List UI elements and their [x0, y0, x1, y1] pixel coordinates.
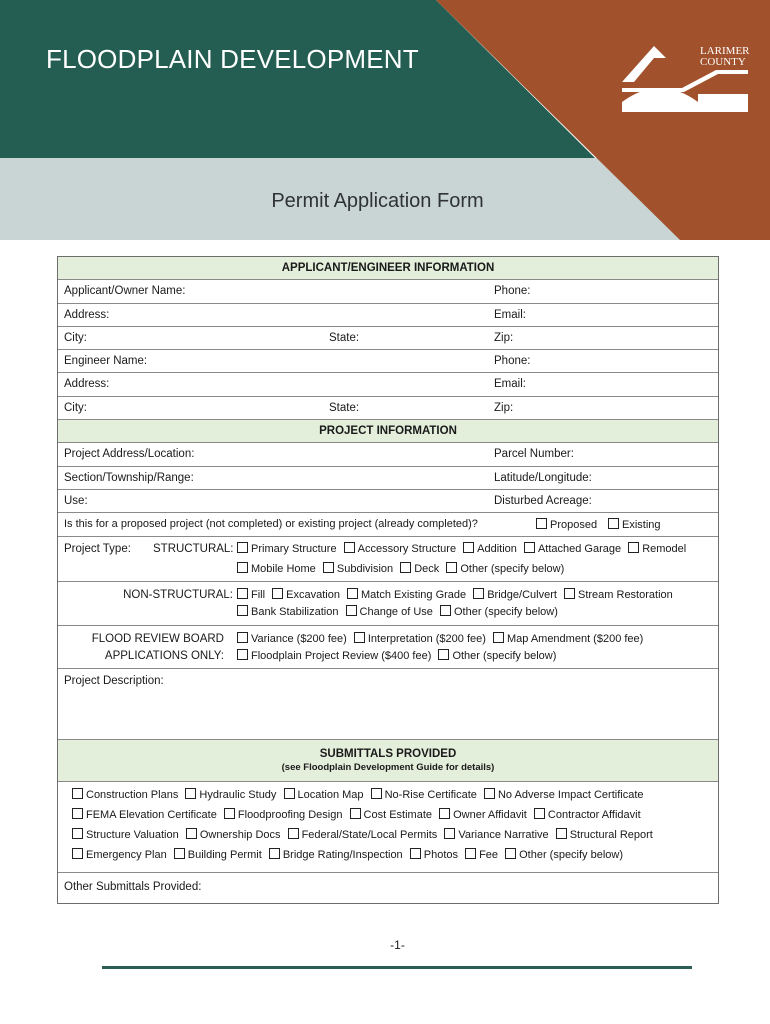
project-section-heading: PROJECT INFORMATION — [58, 420, 718, 443]
bridge-culvert-option[interactable] — [473, 587, 557, 603]
flood-review-row-1 — [237, 631, 647, 647]
addition-label: Addition — [477, 542, 517, 555]
existing-option[interactable] — [608, 517, 661, 533]
remodel-label: Remodel — [642, 542, 687, 555]
submittals-row-2 — [72, 807, 645, 823]
section-township-range-label: Section/Township/Range: — [64, 471, 194, 484]
submittal-label: FEMA Elevation Certificate — [86, 808, 217, 821]
flood-review-label-1: FLOOD REVIEW BOARD — [91, 632, 224, 645]
subdivision-option[interactable] — [323, 561, 393, 577]
submittal-option[interactable] — [410, 847, 458, 863]
bank-stabilization-label: Bank Stabilization — [251, 605, 339, 618]
attached-garage-option[interactable] — [524, 541, 621, 557]
mobile-home-label: Mobile Home — [251, 562, 316, 575]
change-of-use-option[interactable] — [346, 604, 433, 620]
section-township-row[interactable] — [58, 467, 718, 490]
match-existing-grade-option[interactable] — [347, 587, 466, 603]
structural-row-2 — [237, 561, 568, 577]
applicant-city-label: City: — [64, 331, 87, 344]
submittal-option[interactable] — [444, 827, 548, 843]
stream-restoration-checkbox[interactable] — [564, 588, 575, 599]
submittals-checklist — [58, 782, 718, 873]
applicant-phone-label: Phone: — [494, 285, 531, 298]
submittal-label: Structure Valuation — [86, 828, 179, 841]
variance-option[interactable] — [237, 631, 347, 647]
structural-label: STRUCTURAL: — [153, 542, 234, 555]
fill-label: Fill — [251, 588, 266, 601]
submittal-label: Structural Report — [569, 828, 653, 841]
submittal-label: Construction Plans — [86, 788, 179, 801]
engineer-email-label: Email: — [494, 378, 526, 391]
flood-review-other-label: Other (specify below) — [452, 649, 557, 662]
submittal-label: Emergency Plan — [86, 848, 167, 861]
submittal-checkbox[interactable] — [185, 788, 196, 799]
nonstructural-row-2 — [237, 604, 562, 620]
applicant-section-heading: APPLICANT/ENGINEER INFORMATION — [58, 257, 718, 280]
remodel-checkbox[interactable] — [628, 542, 639, 553]
use-row[interactable] — [58, 490, 718, 513]
submittal-checkbox[interactable] — [288, 828, 299, 839]
submittal-checkbox[interactable] — [284, 788, 295, 799]
engineer-city-label: City: — [64, 401, 87, 414]
submittal-checkbox[interactable] — [371, 788, 382, 799]
submittal-option[interactable] — [371, 787, 477, 803]
project-type-label: Project Type: — [64, 542, 131, 555]
submittal-label: Bridge Rating/Inspection — [282, 848, 403, 861]
excavation-option[interactable] — [272, 587, 340, 603]
submittal-label: Federal/State/Local Permits — [301, 828, 438, 841]
parcel-number-label: Parcel Number: — [494, 448, 574, 461]
submittal-label: Cost Estimate — [363, 808, 433, 821]
submittal-option[interactable] — [72, 847, 167, 863]
submittal-label: No Adverse Impact Certificate — [497, 788, 644, 801]
submittal-checkbox[interactable] — [269, 848, 280, 859]
fill-checkbox[interactable] — [237, 588, 248, 599]
project-address-label: Project Address/Location: — [64, 448, 195, 461]
other-submittals-field[interactable] — [58, 873, 718, 903]
submittal-option[interactable] — [465, 847, 498, 863]
page-number: -1- — [390, 938, 405, 952]
footer-divider — [102, 966, 692, 969]
addition-option[interactable] — [463, 541, 517, 557]
flood-review-row-2 — [237, 648, 560, 664]
excavation-label: Excavation — [286, 588, 340, 601]
structural-row-1 — [237, 541, 690, 557]
interpretation-option[interactable] — [354, 631, 486, 647]
nonstructural-row-1 — [237, 587, 677, 603]
applicant-address-row[interactable] — [58, 304, 718, 327]
submittal-checkbox[interactable] — [444, 828, 455, 839]
submittal-option[interactable] — [72, 787, 178, 803]
floodplain-project-review-option[interactable] — [237, 648, 431, 664]
bank-stabilization-option[interactable] — [237, 604, 338, 620]
engineer-city-row[interactable] — [58, 397, 718, 420]
submittal-label: Fee — [479, 848, 499, 861]
attached-garage-label: Attached Garage — [537, 542, 622, 555]
flood-review-block — [58, 626, 718, 669]
floodplain-project-review-label: Floodplain Project Review ($400 fee) — [251, 649, 432, 662]
submittal-checkbox[interactable] — [439, 808, 450, 819]
bridge-culvert-checkbox[interactable] — [473, 588, 484, 599]
existing-checkbox[interactable] — [608, 518, 619, 529]
applicant-email-label: Email: — [494, 308, 526, 321]
proposed-existing-row — [58, 513, 718, 536]
submittal-label: Location Map — [297, 788, 364, 801]
logo-wordmark — [700, 46, 750, 68]
latitude-longitude-label: Latitude/Longitude: — [494, 471, 592, 484]
submittal-checkbox[interactable] — [465, 848, 476, 859]
primary-structure-checkbox[interactable] — [237, 542, 248, 553]
submittal-label: Variance Narrative — [458, 828, 549, 841]
existing-label: Existing — [622, 519, 661, 532]
change-of-use-label: Change of Use — [359, 605, 433, 618]
deck-option[interactable] — [400, 561, 439, 577]
submittal-checkbox[interactable] — [174, 848, 185, 859]
proposed-checkbox[interactable] — [536, 518, 547, 529]
nonstructural-other-checkbox[interactable] — [440, 605, 451, 616]
disturbed-acreage-label: Disturbed Acreage: — [494, 494, 592, 507]
flood-review-other-checkbox[interactable] — [438, 649, 449, 660]
bridge-culvert-label: Bridge/Culvert — [487, 588, 557, 601]
form-subtitle: Permit Application Form — [271, 190, 484, 212]
submittal-checkbox[interactable] — [350, 808, 361, 819]
submittal-checkbox[interactable] — [224, 808, 235, 819]
submittal-option[interactable] — [350, 807, 432, 823]
proposed-question: Is this for a proposed project (not completed) or existing project (already completed)? — [64, 518, 478, 531]
applicant-state-label: State: — [329, 331, 360, 344]
bank-stabilization-checkbox[interactable] — [237, 605, 248, 616]
submittal-label: Contractor Affidavit — [547, 808, 641, 821]
stream-restoration-option[interactable] — [564, 587, 673, 603]
logo-word-1: LARIMER — [700, 45, 750, 57]
interpretation-checkbox[interactable] — [354, 632, 365, 643]
submittal-checkbox[interactable] — [186, 828, 197, 839]
submittal-option[interactable] — [185, 787, 276, 803]
proposed-label: Proposed — [550, 519, 598, 532]
subdivision-checkbox[interactable] — [323, 562, 334, 573]
subdivision-label: Subdivision — [336, 562, 394, 575]
deck-checkbox[interactable] — [400, 562, 411, 573]
engineer-name-label: Engineer Name: — [64, 355, 148, 368]
match-existing-grade-label: Match Existing Grade — [361, 588, 467, 601]
submittal-checkbox[interactable] — [72, 808, 83, 819]
submittal-option[interactable] — [284, 787, 364, 803]
map-amendment-option[interactable] — [493, 631, 643, 647]
submittal-checkbox[interactable] — [556, 828, 567, 839]
mobile-home-option[interactable] — [237, 561, 316, 577]
submittals-row-1 — [72, 787, 648, 803]
other-submittals-label: Other Submittals Provided: — [64, 880, 202, 893]
remodel-option[interactable] — [628, 541, 686, 557]
floodplain-project-review-checkbox[interactable] — [237, 649, 248, 660]
engineer-zip-label: Zip: — [494, 401, 514, 414]
engineer-address-label: Address: — [64, 378, 110, 391]
applicant-city-row[interactable] — [58, 327, 718, 350]
addition-checkbox[interactable] — [463, 542, 474, 553]
primary-structure-label: Primary Structure — [251, 542, 337, 555]
submittal-checkbox[interactable] — [484, 788, 495, 799]
engineer-address-row[interactable] — [58, 373, 718, 396]
submittal-option[interactable] — [439, 807, 527, 823]
submittal-label: Photos — [423, 848, 458, 861]
engineer-phone-label: Phone: — [494, 355, 531, 368]
submittal-option[interactable] — [556, 827, 653, 843]
submittal-checkbox[interactable] — [72, 788, 83, 799]
submittal-label: Floodproofing Design — [237, 808, 343, 821]
submittals-heading: SUBMITTALS PROVIDED — [319, 747, 457, 760]
accessory-structure-label: Accessory Structure — [357, 542, 457, 555]
structural-other-label: Other (specify below) — [460, 562, 565, 575]
submittals-row-4 — [72, 847, 627, 863]
nonstructural-label: NON-STRUCTURAL: — [123, 588, 233, 601]
project-description-field[interactable] — [58, 669, 718, 740]
submittal-option[interactable] — [534, 807, 641, 823]
applicant-name-row[interactable] — [58, 280, 718, 303]
attached-garage-checkbox[interactable] — [524, 542, 535, 553]
structural-other-option[interactable] — [446, 561, 564, 577]
map-amendment-checkbox[interactable] — [493, 632, 504, 643]
proposed-option[interactable] — [536, 517, 597, 533]
variance-checkbox[interactable] — [237, 632, 248, 643]
submittal-option[interactable] — [72, 827, 179, 843]
submittals-subheading: (see Floodplain Development Guide for details) — [281, 761, 495, 773]
applicant-name-label: Applicant/Owner Name: — [64, 285, 186, 298]
primary-structure-option[interactable] — [237, 541, 337, 557]
accessory-structure-option[interactable] — [344, 541, 456, 557]
structural-other-checkbox[interactable] — [446, 562, 457, 573]
submittals-section-heading — [58, 740, 718, 782]
flood-review-label-2: APPLICATIONS ONLY: — [104, 649, 224, 662]
stream-restoration-label: Stream Restoration — [577, 588, 673, 601]
permit-form — [57, 256, 719, 904]
submittal-checkbox[interactable] — [72, 828, 83, 839]
submittal-checkbox[interactable] — [410, 848, 421, 859]
submittal-label: Hydraulic Study — [199, 788, 277, 801]
submittal-label: No-Rise Certificate — [384, 788, 477, 801]
project-address-row[interactable] — [58, 443, 718, 466]
submittal-option[interactable] — [174, 847, 262, 863]
submittal-checkbox[interactable] — [505, 848, 516, 859]
applicant-zip-label: Zip: — [494, 331, 514, 344]
use-label: Use: — [64, 494, 88, 507]
match-existing-grade-checkbox[interactable] — [347, 588, 358, 599]
submittal-option[interactable] — [505, 847, 623, 863]
mobile-home-checkbox[interactable] — [237, 562, 248, 573]
change-of-use-checkbox[interactable] — [346, 605, 357, 616]
submittal-checkbox[interactable] — [72, 848, 83, 859]
interpretation-label: Interpretation ($200 fee) — [367, 632, 486, 645]
submittal-option[interactable] — [288, 827, 438, 843]
submittal-option[interactable] — [224, 807, 343, 823]
submittals-row-3 — [72, 827, 657, 843]
submittal-label: Ownership Docs — [199, 828, 281, 841]
nonstructural-other-option[interactable] — [440, 604, 558, 620]
submittal-option[interactable] — [484, 787, 644, 803]
applicant-address-label: Address: — [64, 308, 110, 321]
deck-label: Deck — [414, 562, 440, 575]
structural-block — [58, 537, 718, 582]
fill-option[interactable] — [237, 587, 265, 603]
engineer-name-row[interactable] — [58, 350, 718, 373]
submittal-label: Building Permit — [187, 848, 262, 861]
submittal-option[interactable] — [269, 847, 403, 863]
submittal-option[interactable] — [72, 807, 217, 823]
logo-word-2: COUNTY — [700, 56, 746, 68]
submittal-checkbox[interactable] — [534, 808, 545, 819]
excavation-checkbox[interactable] — [272, 588, 283, 599]
document-title: FLOODPLAIN DEVELOPMENT — [46, 44, 419, 74]
submittal-label: Other (specify below) — [519, 848, 624, 861]
submittal-label: Owner Affidavit — [453, 808, 527, 821]
nonstructural-other-label: Other (specify below) — [453, 605, 558, 618]
engineer-state-label: State: — [329, 401, 360, 414]
flood-review-other-option[interactable] — [438, 648, 556, 664]
map-amendment-label: Map Amendment ($200 fee) — [506, 632, 644, 645]
accessory-structure-checkbox[interactable] — [344, 542, 355, 553]
submittal-option[interactable] — [186, 827, 281, 843]
variance-label: Variance ($200 fee) — [251, 632, 347, 645]
project-description-label: Project Description: — [64, 674, 164, 687]
nonstructural-block — [58, 582, 718, 626]
